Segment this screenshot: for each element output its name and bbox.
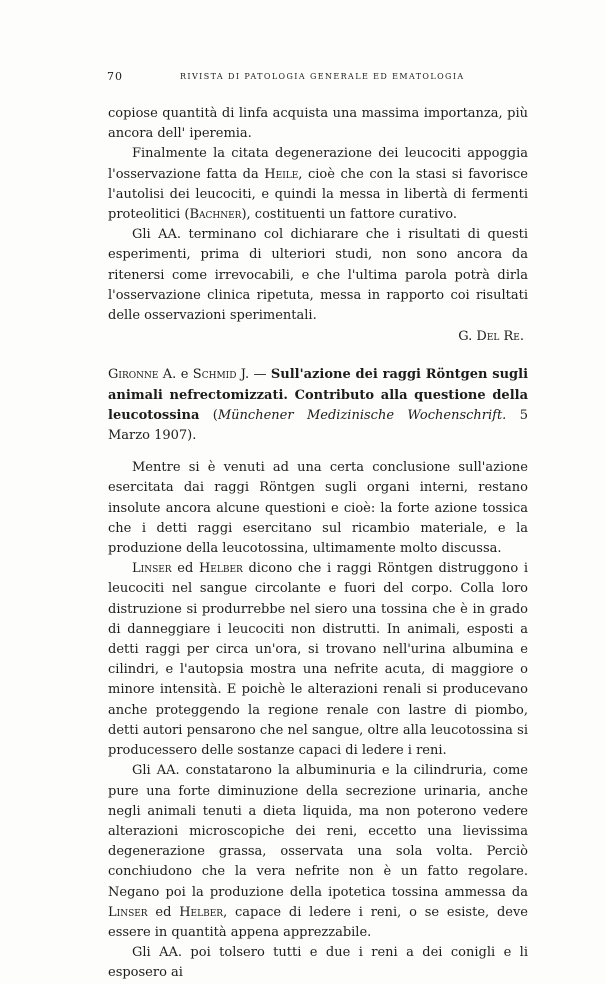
review1-p2-text-a: Finalmente la citata degenerazione dei leucociti appoggia l'osservazione fatta da	[108, 146, 528, 182]
review2-p2-text: dicono che i raggi Röntgen distruggono i leucociti nel sangue circolante e fuori del corpo. Colla loro distruzione si produrrebbe nel siero una tossina che è in grado di danneggiare i leucociti non distrutti. In animali, esposti a detti raggi per circa un'ora, si trovano nell'urina albumina e cilindri, e l'autopsia mostra una nefrite acuta, di maggiore o minore intensità. E poichè le alterazioni renali si producevano anche proteggendo la regione renale con lastre di piombo, detti autori pensarono che nel sangue, oltre alla leucotossina si producessero delle sostanze capaci di ledere i reni.	[108, 561, 528, 759]
review1-p2-text-c: ), costituenti un fattore curativo.	[241, 207, 457, 223]
author-ref-linser-2: Linser	[108, 904, 148, 920]
author-ref-bachner: Bachner	[189, 207, 242, 223]
author-gironne: Gironne A.	[108, 367, 177, 383]
article-title: Sull'azione dei raggi Röntgen sugli animali nefrectomizzati. Contributo alla questione della leucotossina	[108, 367, 529, 423]
author-schmid: Schmid J.	[192, 367, 250, 383]
page-body	[108, 104, 528, 984]
source-open: (	[212, 407, 218, 423]
review1-paragraph-1: copiose quantità di linfa acquista una massima importanza, più ancora dell' iperemia.	[108, 106, 528, 142]
author-conjunction: e	[176, 367, 193, 383]
running-title: RIVISTA DI PATOLOGIA GENERALE ED EMATOLOGIA	[180, 72, 465, 81]
review1-p2-text-b: , cioè che con la stasi si favorisce l'autolisi dei leucociti, e quindi la messa in libertà di fermenti proteolitici (	[108, 166, 528, 223]
author-ref-helber-2: Helber	[179, 904, 224, 920]
author-ref-helber: Helber	[198, 561, 243, 577]
review2-heading	[108, 365, 528, 446]
review2-paragraph-3	[108, 761, 528, 943]
review2-p3-conj: ed	[147, 904, 180, 920]
review2-paragraph-1: Mentre si è venuti ad una certa conclusione sull'azione esercitata dai raggi Röntgen sugli organi interni, restano insolute ancora alcune questioni e cioè: la forte azione tossica che i detti raggi esercitano sul ricambio materiale, e la produzione della leucotossina, ultimamente molto discussa.	[108, 460, 528, 557]
review1-paragraph-3: Gli AA. terminano col dichiarare che i risultati di questi esperimenti, prima di ulteriori studi, non sono ancora da ritenersi come irrevocabili, e che l'ultima parola potrà dirla l'osservazione clinica ripetuta, messa in rapporto coi risultati delle osservazioni sperimentali.	[108, 227, 528, 324]
author-ref-heile: Heile	[264, 166, 299, 182]
review1-signature: G. Del Re.	[458, 329, 524, 345]
page-number: 70	[107, 70, 123, 83]
review1-paragraph-2	[108, 144, 528, 225]
review2-p3-text-b: , capace di ledere i reni, o se esiste, deve essere in quantità appena apprezzabile.	[108, 904, 529, 940]
journal-name: Münchener Medizinische Wochenschrift.	[217, 407, 507, 423]
review2-p2-conj: ed	[171, 561, 199, 577]
author-ref-linser: Linser	[132, 561, 172, 577]
review2-paragraph-4: Gli AA. poi tolsero tutti e due i reni a dei conigli e li esposero ai	[108, 945, 528, 981]
review2-p3-text-a: Gli AA. constatarono la albuminuria e la cilindruria, come pure una forte diminuzione della secrezione urinaria, anche negli animali tenuti a dieta liquida, ma non poterono vedere alterazioni microscopiche dei reni, eccetto una lievissima degenerazione grassa, osservata una sola volta. Perciò conchiudono che la vera nefrite non è un fatto regolare. Negano poi la produzione della ipotetica tossina ammessa da	[108, 763, 528, 900]
source-close: ).	[187, 428, 197, 444]
heading-dash: —	[249, 367, 271, 383]
review2-paragraph-2	[108, 559, 528, 761]
publication-date: 5 Marzo 1907	[108, 407, 528, 444]
